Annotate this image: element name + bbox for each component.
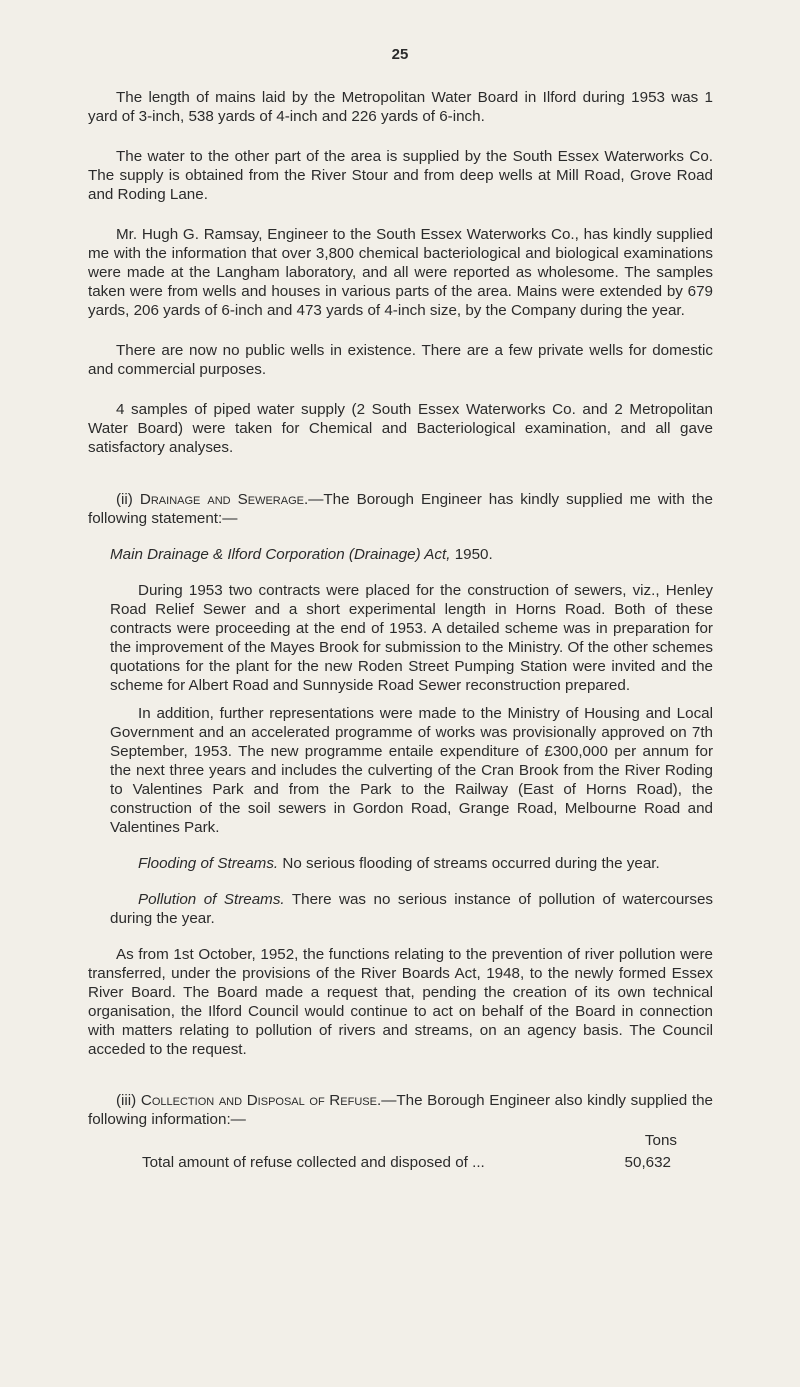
paragraph-ramsay: Mr. Hugh G. Ramsay, Engineer to the South Essex Waterworks Co., has kindly supplied me with the information that over 3,800 chemical bacteriological and biological examinations were made at the Langham laboratory, and all were reported as wholesome. The samples taken were from wells and houses in various parts of the area. Mains were extended by 679 yards, 206 yards of 6-inch and 473 yards of 4-inch size, by the Company during the year. xyxy=(88,226,713,319)
pollution-title: Pollution of Streams. xyxy=(138,891,285,908)
refuse-line-label: Total amount of refuse collected and disposed of ... xyxy=(142,1154,485,1171)
paragraph-wells: There are now no public wells in existence. There are a few private wells for domestic and commercial purposes. xyxy=(88,342,713,378)
section-number: (ii) xyxy=(116,491,133,508)
section-title: Drainage and Sewerage. xyxy=(139,491,309,508)
refuse-line-value: 50,632 xyxy=(624,1154,671,1171)
section-refuse-heading xyxy=(88,1091,713,1129)
paragraph-representations: In addition, further representations were made to the Ministry of Housing and Local Government and an accelerated programme of works was provisionally approved on 7th September, 1953. The new programme entaile expenditure of £300,000 per annum for the next three years and includes the culverting of the Cran Brook from the River Roding to Valentines Park and from the Park to the Railway (East of Horns Road), the construction of the soil sewers in Gordon Road, Grange Road, Melbourne Road and Valentines Park. xyxy=(110,705,713,836)
paragraph-pollution xyxy=(110,890,713,928)
paragraph-samples: 4 samples of piped water supply (2 South Essex Waterworks Co. and 2 Metropolitan Water Board) were taken for Chemical and Bacteriological examination, and all gave satisfactory analyses. xyxy=(88,401,713,456)
unit-label: Tons xyxy=(644,1132,677,1149)
section-number: (iii) xyxy=(116,1092,137,1109)
pollution-text: There was no serious instance of pollution of watercourses during the year. xyxy=(110,891,713,927)
act-title: Main Drainage & Ilford Corporation (Drainage) Act, xyxy=(110,546,451,563)
refuse-table xyxy=(88,1131,713,1175)
paragraph-flooding xyxy=(110,854,713,873)
section-intro: —The Borough Engineer has kindly supplied me with the following statement:— xyxy=(88,491,713,527)
paragraph-other-part: The water to the other part of the area is supplied by the South Essex Waterworks Co. The supply is obtained from the River Stour and from deep wells at Mill Road, Grove Road and Roding Lane. xyxy=(88,148,713,203)
paragraph-contracts: During 1953 two contracts were placed for the construction of sewers, viz., Henley Road Relief Sewer and a short experimental length in Horns Road. Both of these contracts were proceeding at the end of 1953. A detailed scheme was in preparation for the improvement of the Mayes Brook for submission to the Ministry. Of the other schemes quotations for the plant for the new Roden Street Pumping Station were invited and the scheme for Albert Road and Sunnyside Road Sewer reconstruction prepared. xyxy=(110,582,713,694)
act-reference xyxy=(110,545,713,564)
paragraph-river-board: As from 1st October, 1952, the functions relating to the prevention of river pollution were transferred, under the provisions of the River Boards Act, 1948, to the newly formed Essex River Board. The Board made a request that, pending the creation of its own technical organisation, the Ilford Council would continue to act on behalf of the Board in connection with matters relating to pollution of rivers and streams, on an agency basis. The Council acceded to the request. xyxy=(88,946,713,1058)
section-drainage-heading xyxy=(88,490,713,528)
section-intro: —The Borough Engineer also kindly supplied the following information:— xyxy=(88,1092,713,1128)
flooding-text: No serious flooding of streams occurred during the year. xyxy=(278,855,660,872)
section-title: Collection and Disposal of Refuse. xyxy=(140,1092,382,1109)
paragraph-mains: The length of mains laid by the Metropolitan Water Board in Ilford during 1953 was 1 yard of 3-inch, 538 yards of 4-inch and 226 yards of 6-inch. xyxy=(88,89,713,125)
act-year: 1950. xyxy=(450,546,493,563)
flooding-title: Flooding of Streams. xyxy=(138,855,279,872)
page-body xyxy=(88,88,713,1175)
page-number: 25 xyxy=(391,46,409,63)
